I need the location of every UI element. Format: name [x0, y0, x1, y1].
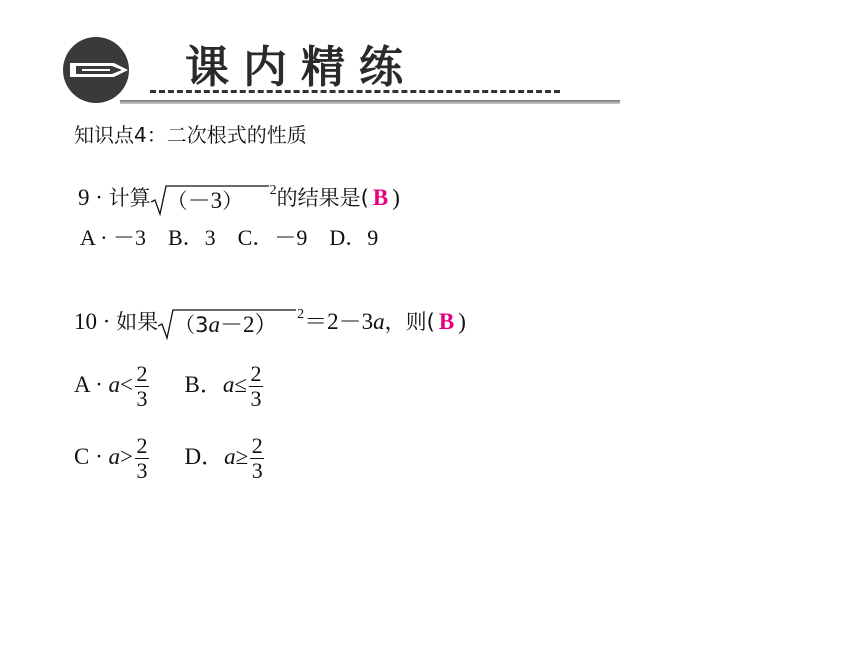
q10-sqrt: [158, 308, 296, 340]
q9-paren-right: ）: [222, 188, 244, 213]
q10-eq-var: a: [373, 309, 385, 334]
q10-option-b-var: a: [222, 372, 235, 397]
frac-denominator: 3: [251, 458, 263, 484]
frac-numerator: 2: [136, 361, 148, 387]
q10-option-d-sym: ≥: [235, 444, 249, 469]
banner-title: 课内精练: [185, 42, 417, 93]
q10-option-c-label: C ·: [74, 444, 109, 469]
frac-denominator: 3: [136, 458, 148, 484]
q10-paren-left: （3: [174, 312, 209, 337]
q10-radicand-rest: －2）: [220, 311, 278, 337]
q9-answer: B: [372, 185, 389, 210]
q10-option-c-fraction: [135, 435, 149, 482]
q10-options-ab: [74, 360, 265, 410]
frac-numerator: 2: [136, 433, 148, 459]
q10-radicand-var: a: [208, 311, 221, 337]
question-9: [78, 176, 400, 216]
q10-option-d-label: D．: [184, 444, 225, 469]
q10-option-a-fraction: [135, 363, 149, 410]
q10-option-a-sym: <: [120, 372, 133, 397]
q9-prefix: 计算: [108, 186, 151, 210]
q9-close: ): [392, 185, 400, 210]
frac-numerator: 2: [251, 433, 263, 459]
q10-options-cd: [74, 432, 266, 482]
q10-option-c-var: a: [108, 444, 120, 469]
q9-paren-left: （: [166, 188, 188, 213]
q10-eq-text: ＝2－3: [304, 309, 374, 334]
q10-prefix: 如果: [116, 310, 159, 334]
q10-exponent: 2: [297, 307, 305, 322]
q10-option-d-fraction: [250, 435, 264, 482]
frac-numerator: 2: [250, 361, 262, 387]
q10-close: ): [458, 309, 466, 334]
q9-suffix: 的结果是(: [276, 186, 369, 210]
banner-dash-divider: [150, 90, 560, 93]
q10-number: 10: [74, 309, 97, 334]
frac-denominator: 3: [136, 386, 148, 412]
q10-option-b-sym: ≤: [234, 372, 247, 397]
q10-option-a-label: A ·: [74, 372, 109, 397]
banner-rule-divider: [120, 100, 620, 104]
pencil-icon: [62, 36, 136, 104]
frac-denominator: 3: [250, 386, 262, 412]
section-title: 知识点4：二次根式的性质: [74, 123, 307, 147]
q10-option-d-var: a: [224, 444, 236, 469]
q9-options: A · －3 B．3 C．－9 D．9: [80, 225, 379, 250]
q10-option-b-fraction: [249, 363, 263, 410]
q9-number: 9: [78, 185, 90, 210]
q10-option-b-label: B．: [184, 372, 223, 397]
q10-dot: ·: [102, 309, 111, 334]
q9-dot: ·: [95, 185, 103, 210]
q9-radicand-value: －3: [187, 187, 223, 213]
q10-option-a-var: a: [108, 372, 120, 397]
question-10: [74, 300, 466, 340]
q10-then: ，则(: [384, 310, 435, 334]
q9-sqrt: [151, 184, 269, 216]
q9-exponent: 2: [269, 183, 277, 198]
q10-answer: B: [438, 309, 455, 334]
q10-option-c-sym: >: [120, 444, 133, 469]
